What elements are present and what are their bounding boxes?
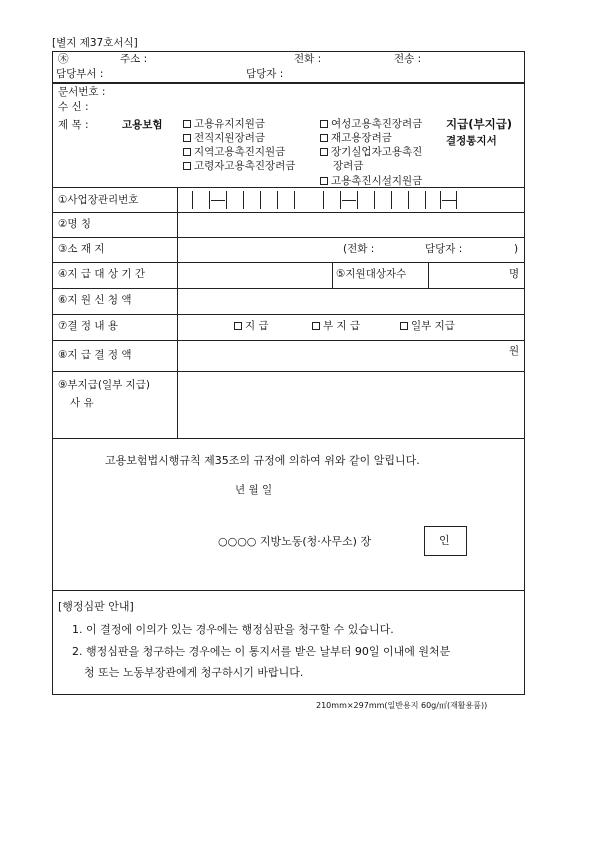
- phone-label: 전화 :: [294, 53, 322, 65]
- checkbox-item[interactable]: 여성고용촉진장려금: [320, 119, 422, 130]
- document-number-label: 문서번호 :: [58, 86, 106, 98]
- issue-date: 년 월 일: [235, 484, 273, 496]
- decision-option-nonpay[interactable]: 부 지 급: [312, 321, 360, 332]
- appeal-item-1: 1. 이 결정에 이의가 있는 경우에는 행정심판을 청구할 수 있습니다.: [72, 623, 394, 636]
- close-paren: ): [514, 243, 519, 255]
- checkbox-item[interactable]: 고령자고용촉진장려금: [183, 161, 295, 172]
- appeal-item-2-line1: 2. 행정심판을 청구하는 경우에는 이 통지서를 받은 날부터 90일 이내에 원처분: [72, 645, 451, 658]
- form-number-tag: [별지 제37호서식]: [52, 37, 138, 49]
- subject-suffix-line1: 지급(부지급): [446, 117, 513, 131]
- subject-suffix-line2: 결정통지서: [446, 135, 497, 147]
- business-id-label: ①사업장관리번호: [58, 194, 139, 206]
- decided-amount-label: ⑧지 급 결 정 액: [58, 349, 132, 361]
- fax-label: 전송 :: [394, 53, 422, 65]
- checkbox-item-continuation: 장려금: [333, 160, 364, 172]
- appeal-item-2-line2: 청 또는 노동부장관에게 청구하시기 바랍니다.: [84, 666, 304, 679]
- checkbox-item[interactable]: 지역고용촉진지원금: [183, 147, 285, 158]
- checkbox-icon: [320, 120, 328, 128]
- checkbox-item[interactable]: 고용촉진시설지원금: [320, 176, 422, 187]
- checkbox-item[interactable]: 고용유지지원금: [183, 119, 265, 130]
- checkbox-icon: [183, 120, 191, 128]
- checkbox-icon: [312, 322, 320, 330]
- checkbox-item[interactable]: 장기실업자고용촉진: [320, 147, 422, 158]
- appeal-title: [행정심판 안내]: [58, 600, 134, 613]
- recipient-label: 수 신 :: [58, 101, 89, 113]
- checkbox-icon: [183, 162, 191, 170]
- payment-period-label: ④지 급 대 상 기 간: [58, 268, 145, 280]
- checkbox-icon: [320, 177, 328, 185]
- issuer-name: ○○○○ 지방노동(청·사무소) 장: [218, 535, 372, 548]
- checkbox-icon: [320, 148, 328, 156]
- nonpay-reason-label-line2: 사 유: [70, 397, 94, 409]
- application-amount-label: ⑥지 원 신 청 액: [58, 294, 132, 306]
- name-label: ②명 칭: [58, 218, 92, 230]
- subject-label: 제 목 :: [58, 119, 89, 131]
- paper-spec-footer: 210mm×297mm(일반용지 60g/㎡(재활용품)): [316, 701, 488, 710]
- checkbox-icon: [234, 322, 242, 330]
- address-label: 주소 :: [120, 53, 148, 65]
- seal-label: 인: [439, 534, 450, 547]
- currency-unit: 원: [509, 345, 520, 357]
- subject-prefix: 고용보험: [122, 119, 163, 131]
- address-mark: ㊍: [58, 53, 69, 65]
- decision-content-label: ⑦결 정 내 용: [58, 320, 118, 332]
- checkbox-item[interactable]: 재고용장려금: [320, 133, 392, 144]
- beneficiary-count-label: ⑤지원대상자수: [336, 268, 407, 280]
- location-phone-label: (전화 :: [343, 243, 375, 255]
- nonpay-reason-label-line1: ⑨부지급(일부 지급): [58, 379, 150, 391]
- department-label: 담당부서 :: [56, 68, 104, 80]
- checkbox-icon: [183, 134, 191, 142]
- beneficiary-unit: 명: [509, 268, 520, 280]
- business-number-grid[interactable]: [192, 191, 456, 209]
- location-person-label: 담당자 :: [425, 243, 463, 255]
- location-label: ③소 재 지: [58, 243, 105, 255]
- checkbox-item[interactable]: 전직지원장려금: [183, 133, 265, 144]
- checkbox-icon: [320, 134, 328, 142]
- contact-person-label: 담당자 :: [246, 68, 284, 80]
- checkbox-icon: [183, 148, 191, 156]
- decision-option-partial[interactable]: 일부 지급: [400, 321, 455, 332]
- decision-option-pay[interactable]: 지 급: [234, 321, 269, 332]
- checkbox-icon: [400, 322, 408, 330]
- legal-statement: 고용보험법시행규칙 제35조의 규정에 의하여 위와 같이 알립니다.: [105, 454, 420, 467]
